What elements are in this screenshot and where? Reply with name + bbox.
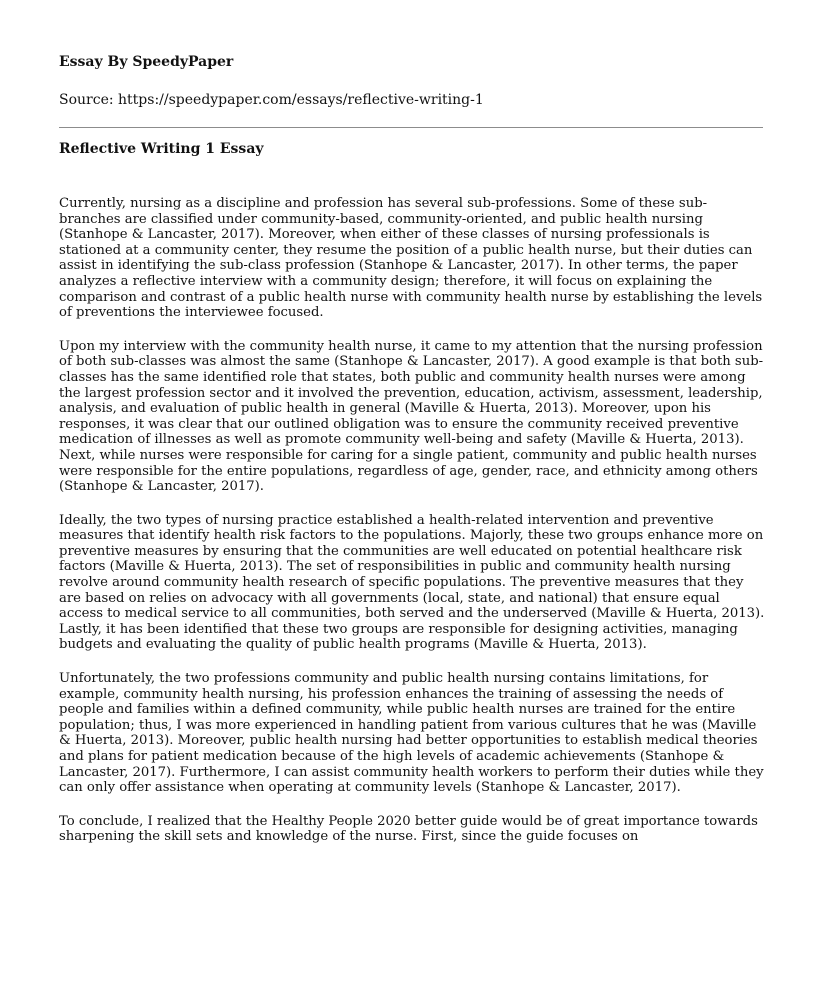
site-title: Essay By SpeedyPaper	[59, 54, 234, 70]
paragraph-1: Currently, nursing as a discipline and profession has several sub-professions. Some of these sub-branches are classified under community-based, community-oriented, and public health nursing (Stanhope & Lancaster, 2017). Moreover, when either of these classes of nursing professionals is stationed at a community center, they resume the position of a public health nurse, but their duties can assist in identifying the sub-class profession (Stanhope & Lancaster, 2017). In other terms, the paper analyzes a reflective interview with a community design; therefore, it will focus on explaining the comparison and contrast of a public health nurse with community health nurse by establishing the levels of preventions the interviewee focused.	[59, 196, 763, 321]
source-url: https://speedypaper.com/essays/reflective-writing-1	[118, 92, 484, 108]
paragraph-5: To conclude, I realized that the Healthy People 2020 better guide would be of great importance towards sharpening the skill sets and knowledge of the nurse. First, since the guide focuses on	[59, 813, 758, 845]
paragraph-4: Unfortunately, the two professions community and public health nursing contains limitations, for example, community health nursing, his profession enhances the training of assessing the needs of people and families within a defined community, while public health nurses are trained for the entire population; thus, I was more experienced in handling patient from various cultures that he was (Maville & Huerta, 2013). Moreover, public health nursing had better opportunities to establish medical theories and plans for patient medication because of the high levels of academic achievements (Stanhope & Lancaster, 2017). Furthermore, I can assist community health workers to perform their duties while they can only offer assistance when operating at community levels (Stanhope & Lancaster, 2017).	[59, 671, 764, 796]
source-label: Source:	[59, 92, 114, 108]
essay-body	[59, 196, 767, 863]
paragraph-2: Upon my interview with the community health nurse, it came to my attention that the nursing profession of both sub-classes was almost the same (Stanhope & Lancaster, 2017). A good example is that both sub-classes has the same identified role that states, both public and community health nurses were among the largest profession sector and it involved the prevention, education, activism, assessment, leadership, analysis, and evaluation of public health in general (Maville & Huerta, 2013). Moreover, upon his responses, it was clear that our outlined obligation was to ensure the community received preventive medication of illnesses as well as promote community well-being and safety (Maville & Huerta, 2013). Next, while nurses were responsible for caring for a single patient, community and public health nurses were responsible for the entire populations, regardless of age, gender, race, and ethnicity among others (Stanhope & Lancaster, 2017).	[59, 338, 764, 495]
source-line	[59, 90, 779, 110]
header-divider	[59, 127, 763, 128]
essay-title: Reflective Writing 1 Essay	[59, 141, 264, 157]
document-header	[59, 52, 779, 110]
paragraph-3: Ideally, the two types of nursing practice established a health-related intervention and preventive measures that identify health risk factors to the populations. Majorly, these two groups enhance more on preventive measures by ensuring that the communities are well educated on potential healthcare risk factors (Maville & Huerta, 2013). The set of responsibilities in public and community health nursing revolve around community health research of specific populations. The preventive measures that they are based on relies on advocacy with all governments (local, state, and national) that ensure equal access to medical service to all communities, both served and the underserved (Maville & Huerta, 2013). Lastly, it has been identified that these two groups are responsible for designing activities, managing budgets and evaluating the quality of public health programs (Maville & Huerta, 2013).	[59, 512, 765, 653]
